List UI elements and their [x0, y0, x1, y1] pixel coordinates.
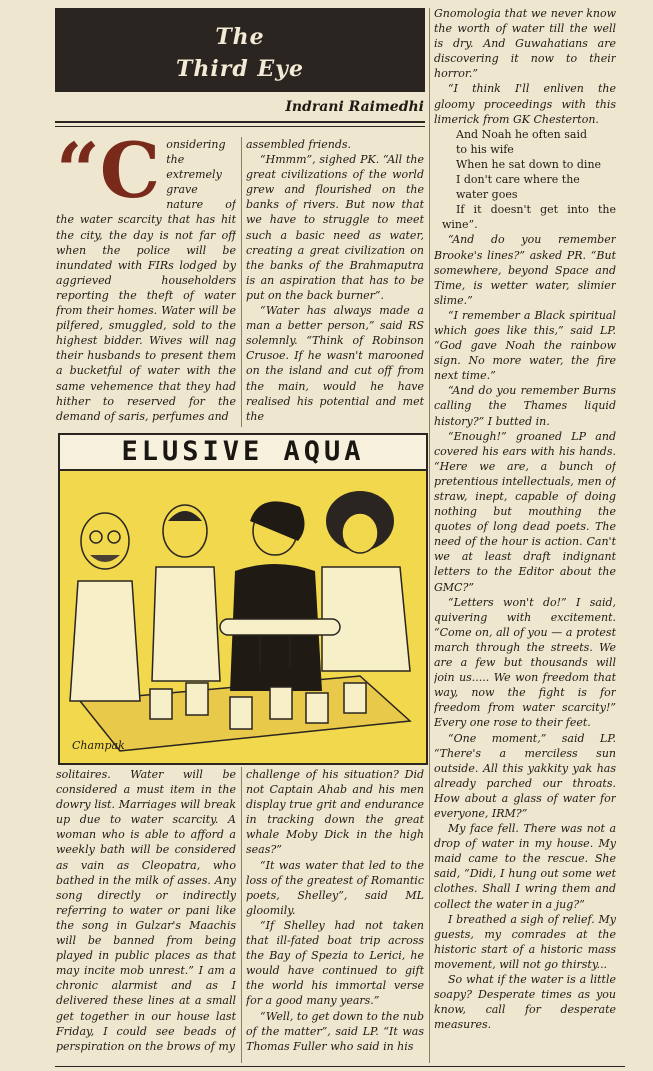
dropcap: “C — [56, 137, 161, 215]
article-col1-bottom — [56, 767, 236, 1063]
paragraph: “Enough!” groaned LP and covered his ears with his hands. “Here we are, a bunch of pretentious intellectuals, men of straw, inept, capable of doing nothing but mouthing the quotes of long dead poets. The need of the hour is action. Can't we at least draft indignant letters to the Editor about the GMC?” — [434, 429, 616, 594]
paragraph: Gnomologia that we never know the worth of water till the well is dry. And Guwahatians are discovering it now to their horror.” — [434, 7, 616, 81]
paragraph: solitaires. Water will be considered a must item in the dowry list. Marriages will break up due to water scarcity. A woman who is able to afford a weekly bath will be considered as vain as Cleopatra, who bathed in the milk of asses. Any song directly or indirectly referring to water or pani like the song in Gulzar's Maachis will be banned from being played in public places as that may incite mob unrest.” I am a chronic alarmist and as I delivered these lines at a small get together in our house last Friday, I could see beads of perspiration on the brows of my — [56, 768, 236, 1053]
paragraph: “And do you remember Brooke's lines?” asked PR. “But somewhere, beyond Space and Time, is wetter water, slimier slime.” — [434, 233, 616, 307]
column-divider — [241, 767, 242, 1063]
verse-line: I don't care where the — [456, 173, 580, 187]
paragraph: “Letters won't do!” I said, quivering with excitement. “Come on, all of you — a protest march through the streets. We are a few but thousands will join us..... We won freedom that way, now the fight is for freedom from water scarcity!” Every one rose to their feet. — [434, 595, 616, 730]
verse-line: water goes — [456, 188, 518, 202]
article-col3 — [434, 6, 616, 1064]
column-divider — [241, 137, 242, 427]
paragraph: I breathed a sigh of relief. My guests, my comrades at the historic start of a historic mass movement, will not go thirsty... — [434, 912, 616, 971]
byline: Indrani Raimedhi — [285, 99, 424, 115]
column-divider — [429, 8, 430, 1063]
cartoon-illustration — [58, 469, 428, 765]
paragraph: So what if the water is a little soapy? Desperate times as you know, call for desperate measures. — [434, 973, 616, 1032]
byline-rule — [55, 121, 425, 123]
verse-line: And Noah he often said — [456, 127, 588, 141]
column-title-line1: The — [215, 24, 265, 50]
bottom-rule — [55, 1066, 625, 1067]
paragraph: “Hmmm”, sighed PK. “All the great civilizations of the world grew and flourished on the banks of rivers. But now that we have to struggle to meet such a basic need as water, creating a great civilization on the banks of the Brahmaputra is an aspiration that has to be put on the back burner”. — [246, 153, 424, 302]
paragraph: “I think I'll enliven the gloomy proceedings with this limerick from GK Chesterton. — [434, 82, 616, 126]
article-col2-top — [246, 137, 424, 425]
paragraph: “And do you remember Burns calling the Thames liquid history?” I butted in. — [434, 384, 616, 428]
column-banner — [55, 8, 425, 92]
verse-line: When he sat down to dine — [456, 157, 602, 171]
cartoon-title: ELUSIVE AQUA — [58, 433, 428, 471]
verse-line: to his wife — [456, 142, 514, 156]
article-col1-top — [56, 137, 236, 425]
paragraph: “I remember a Black spiritual which goes like this,” said LP. “God gave Noah the rainbow sign. No more water, the fire next time.” — [434, 308, 616, 383]
paragraph: “Water has always made a man a better person,” said RS solemnly. “Think of Robinson Crusoe. If he wasn't marooned on the island and cut off from the main, would he have realised his potential and met the — [246, 304, 424, 423]
column-title-line2: Third Eye — [176, 56, 304, 82]
cartoonist-signature: Champak — [72, 739, 125, 752]
paragraph: “Well, to get down to the nub of the matter”, said LP. “It was Thomas Fuller who said in his — [246, 1009, 424, 1053]
paragraph: “If Shelley had not taken that ill-fated boat trip across the Bay of Spezia to Lerici, he would have continued to gift the world his immortal verse for a good many years.” — [246, 918, 424, 1008]
article-opening: onsidering the extremely grave nature of the water scarcity that has hit the city, the day is not far off when the police will be inundated with FIRs lodged by aggrieved householders reporting the theft of water from their homes. Water will be pilfered, smuggled, sold to the highest bidder. Wives will nag their husbands to present them a bucketful of water with the same vehemence that they had hither to reserved for the demand of saris, perfumes and — [56, 138, 236, 423]
paragraph: “It was water that led to the loss of the greatest of Romantic poets, Shelley”, said ML gloomily. — [246, 858, 424, 917]
verse-line: If it doesn't get into the wine”. — [442, 203, 616, 232]
paragraph: assembled friends. — [246, 138, 352, 151]
byline-rule-thin — [55, 126, 425, 127]
paragraph: “One moment,” said LP. “There's a merciless sun outside. All this yakkity yak has already parched our throats. How about a glass of water for everyone, IRM?” — [434, 731, 616, 820]
paragraph: My face fell. There was not a drop of water in my house. My maid came to the rescue. She said, “Didi, I hung out some wet clothes. Shall I wring them and collect the water in a jug?” — [434, 822, 616, 911]
article-col2-bottom — [246, 767, 424, 1063]
paragraph: challenge of his situation? Did not Captain Ahab and his men display true grit and endurance in tracking down the great whale Moby Dick in the high seas?” — [246, 768, 424, 857]
cartoon-drawing — [60, 471, 426, 763]
